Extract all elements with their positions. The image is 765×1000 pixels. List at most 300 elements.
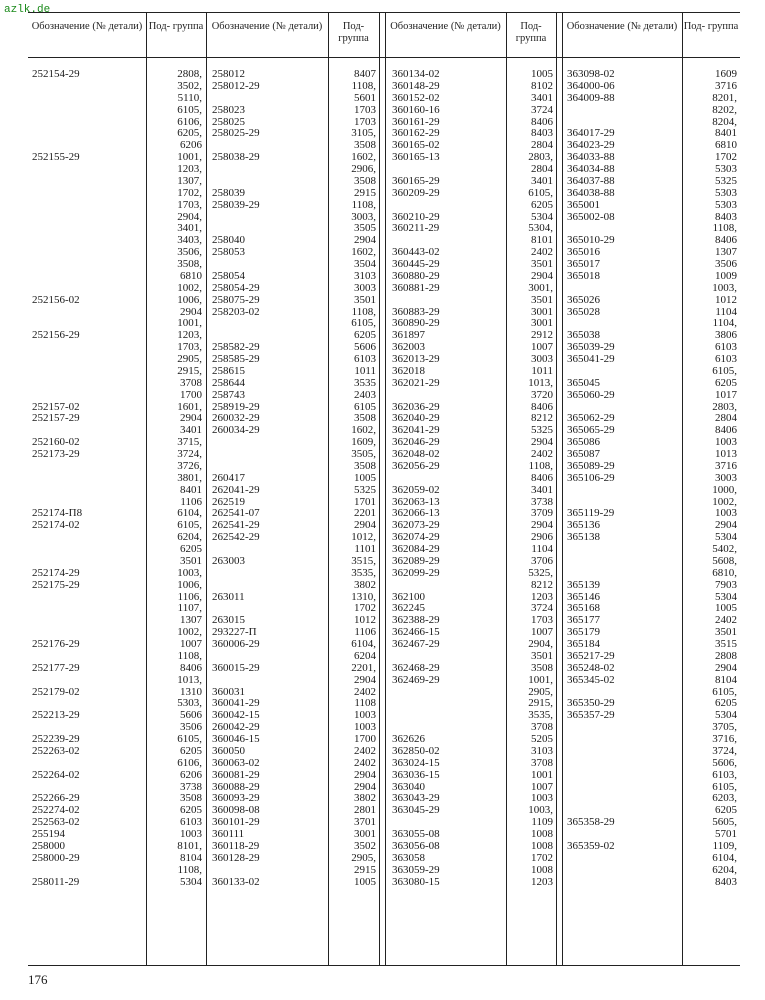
part-number: 365028 bbox=[567, 305, 600, 318]
subgroup-code: 8406 bbox=[531, 400, 553, 413]
part-number: 362021-29 bbox=[392, 376, 440, 389]
subgroup-code: 1703, bbox=[177, 341, 202, 354]
part-number: 362084-29 bbox=[392, 543, 440, 555]
subgroup-code: 8104 bbox=[715, 673, 737, 686]
subgroup-code: 5304 bbox=[715, 531, 737, 544]
column-4-parts bbox=[567, 69, 679, 888]
subgroup-code: 1001, bbox=[177, 151, 202, 164]
subgroup-code: 1108, bbox=[351, 305, 376, 318]
column-2-groups bbox=[328, 69, 376, 888]
part-number: 365010-29 bbox=[567, 234, 615, 247]
subgroup-code: 1602, bbox=[351, 151, 376, 164]
subgroup-code: 5304 bbox=[531, 210, 553, 223]
subgroup-code: 1203 bbox=[531, 590, 553, 603]
part-number: 252173-29 bbox=[32, 448, 80, 460]
part-number: 364034-88 bbox=[567, 163, 615, 175]
subgroup-code: 3716 bbox=[715, 79, 737, 92]
subgroup-code: 6105 bbox=[354, 400, 376, 413]
subgroup-code: 1104 bbox=[715, 305, 737, 318]
subgroup-code: 2906, bbox=[351, 163, 376, 175]
subgroup-code: 1602, bbox=[351, 424, 376, 437]
subgroup-code: 6203, bbox=[712, 792, 737, 805]
subgroup-code: 3709 bbox=[531, 507, 553, 520]
column-1-parts bbox=[32, 69, 142, 900]
subgroup-code: 1307 bbox=[715, 246, 737, 259]
part-number bbox=[212, 164, 324, 176]
subgroup-code: 3501 bbox=[180, 554, 202, 567]
part-number: 252160-02 bbox=[32, 436, 80, 449]
part-number bbox=[392, 200, 504, 212]
subgroup-code: 3003 bbox=[354, 281, 376, 294]
subgroup-code: 3801, bbox=[177, 471, 202, 484]
subgroup-code: 2403 bbox=[354, 388, 376, 401]
part-number: 365119-29 bbox=[567, 507, 615, 520]
subgroup-code: 3502 bbox=[354, 839, 376, 852]
part-number bbox=[567, 782, 679, 794]
subgroup-code: 3724 bbox=[531, 103, 553, 116]
part-number: 365002-08 bbox=[567, 210, 615, 223]
subgroup-code: 1009 bbox=[715, 269, 737, 282]
part-number: 252179-02 bbox=[32, 685, 80, 698]
part-number: 260034-29 bbox=[212, 424, 260, 437]
part-number: 363080-15 bbox=[392, 875, 440, 888]
subgroup-code: 2915, bbox=[528, 697, 553, 710]
subgroup-code: 1003 bbox=[354, 709, 376, 722]
part-number: 252157-02 bbox=[32, 400, 80, 413]
part-number bbox=[567, 746, 679, 758]
part-number bbox=[32, 592, 142, 604]
part-number: 258011-29 bbox=[32, 875, 80, 888]
subgroup-code: 1007 bbox=[531, 780, 553, 793]
subgroup-code: 1012 bbox=[715, 293, 737, 306]
subgroup-code: 6810, bbox=[712, 566, 737, 579]
subgroup-code: 3105, bbox=[351, 127, 376, 140]
subgroup-code: 6105, bbox=[177, 103, 202, 116]
part-number: 364017-29 bbox=[567, 127, 615, 140]
part-number: 365177 bbox=[567, 614, 600, 627]
subgroup-code: 1108, bbox=[528, 459, 553, 472]
part-number: 365039-29 bbox=[567, 341, 615, 354]
subgroup-code: 3706 bbox=[531, 554, 553, 567]
subgroup-code: 5304 bbox=[715, 709, 737, 722]
part-number: 365016 bbox=[567, 246, 600, 259]
subgroup-code: 3506 bbox=[180, 721, 202, 734]
subgroup-code: 5601 bbox=[354, 91, 376, 104]
subgroup-code: 1109, bbox=[712, 839, 737, 852]
subgroup-code: 8202, bbox=[712, 103, 737, 116]
subgroup-code: 1001 bbox=[531, 768, 553, 781]
subgroup-code: 1007 bbox=[531, 341, 553, 354]
part-number: 360165-13 bbox=[392, 151, 440, 164]
part-number: 252176-29 bbox=[32, 638, 80, 650]
subgroup-code: 2804 bbox=[531, 139, 553, 152]
part-number: 362036-29 bbox=[392, 400, 440, 413]
part-number bbox=[32, 93, 142, 105]
subgroup-code: 6104, bbox=[351, 638, 376, 650]
part-number bbox=[212, 580, 324, 592]
parts-table bbox=[28, 12, 740, 966]
subgroup-code: 3716, bbox=[712, 733, 737, 745]
part-number bbox=[32, 366, 142, 378]
subgroup-code: 1307, bbox=[177, 174, 202, 187]
subgroup-code: 1012 bbox=[354, 614, 376, 627]
subgroup-code: 8204, bbox=[712, 115, 737, 128]
part-number bbox=[212, 176, 324, 188]
part-number: 360443-02 bbox=[392, 246, 440, 259]
subgroup-code: 5303 bbox=[715, 186, 737, 199]
subgroup-code: 8403 bbox=[715, 875, 737, 888]
part-number: 262541-07 bbox=[212, 507, 260, 520]
column-3-parts bbox=[392, 69, 504, 888]
subgroup-code: 1012, bbox=[351, 531, 376, 544]
header-designation-2: Обозначение (№ детали) bbox=[211, 21, 323, 32]
part-number: 252156-29 bbox=[32, 329, 80, 342]
part-number: 360148-29 bbox=[392, 79, 440, 92]
part-number: 362018 bbox=[392, 364, 425, 377]
part-number: 360890-29 bbox=[392, 317, 440, 330]
subgroup-code: 5701 bbox=[715, 828, 737, 840]
subgroup-code: 3003 bbox=[531, 353, 553, 365]
part-number: 258644 bbox=[212, 376, 245, 389]
part-number: 364000-06 bbox=[567, 79, 615, 92]
part-number: 258075-29 bbox=[212, 293, 260, 306]
part-number: 252266-29 bbox=[32, 792, 80, 805]
subgroup-code: 1005 bbox=[531, 68, 553, 80]
subgroup-code: 3726, bbox=[177, 459, 202, 472]
part-number: 360445-29 bbox=[392, 258, 440, 270]
part-number bbox=[392, 651, 504, 663]
part-number: 360111 bbox=[212, 828, 245, 840]
subgroup-code: 1702 bbox=[531, 851, 553, 864]
subgroup-code: 2803, bbox=[712, 400, 737, 413]
subgroup-code: 5304 bbox=[715, 590, 737, 603]
subgroup-code: 1106, bbox=[177, 590, 202, 603]
part-number: 362048-02 bbox=[392, 448, 440, 460]
part-number: 258053 bbox=[212, 246, 245, 259]
subgroup-code: 3705, bbox=[712, 721, 737, 734]
subgroup-code: 3401 bbox=[531, 174, 553, 187]
part-number: 360211-29 bbox=[392, 222, 440, 235]
part-number: 252175-29 bbox=[32, 578, 80, 591]
part-number bbox=[32, 532, 142, 544]
part-number bbox=[567, 853, 679, 865]
part-number: 360031 bbox=[212, 685, 245, 698]
subgroup-code: 2904 bbox=[531, 436, 553, 449]
part-number: 258038-29 bbox=[212, 151, 260, 164]
subgroup-code: 6106, bbox=[177, 756, 202, 769]
part-number: 252157-29 bbox=[32, 412, 80, 425]
subgroup-code: 8406 bbox=[531, 471, 553, 484]
subgroup-code: 5325 bbox=[531, 424, 553, 437]
subgroup-code: 6103 bbox=[180, 816, 202, 829]
subgroup-code: 5325 bbox=[715, 174, 737, 187]
part-number: 258025 bbox=[212, 115, 245, 128]
subgroup-code: 2904 bbox=[180, 305, 202, 318]
part-number bbox=[32, 556, 142, 568]
subgroup-code: 6205 bbox=[180, 804, 202, 817]
subgroup-code: 3508, bbox=[177, 258, 202, 270]
part-number: 362013-29 bbox=[392, 353, 440, 365]
part-number: 365089-29 bbox=[567, 459, 615, 472]
subgroup-code: 5606 bbox=[354, 341, 376, 354]
subgroup-code: 3001 bbox=[531, 305, 553, 318]
part-number: 260032-29 bbox=[212, 412, 260, 425]
subgroup-code: 1008 bbox=[531, 828, 553, 840]
column-2-parts bbox=[212, 69, 324, 888]
part-number bbox=[567, 283, 679, 295]
part-number bbox=[392, 390, 504, 402]
part-number bbox=[32, 865, 142, 877]
subgroup-code: 3501 bbox=[715, 626, 737, 639]
subgroup-code: 3103 bbox=[531, 744, 553, 757]
part-number: 363055-08 bbox=[392, 828, 440, 840]
subgroup-code: 8406 bbox=[531, 115, 553, 128]
subgroup-code: 1203 bbox=[531, 875, 553, 888]
subgroup-code: 5304, bbox=[528, 222, 553, 235]
part-number: 365045 bbox=[567, 376, 600, 389]
part-number: 362003 bbox=[392, 341, 425, 354]
part-number: 360050 bbox=[212, 744, 245, 757]
subgroup-code: 1307 bbox=[180, 614, 202, 627]
part-number bbox=[392, 710, 504, 722]
subgroup-code: 3738 bbox=[531, 495, 553, 508]
part-number: 360880-29 bbox=[392, 269, 440, 282]
subgroup-code: 3403, bbox=[177, 234, 202, 247]
part-number: 360161-29 bbox=[392, 115, 440, 128]
column-3-groups bbox=[506, 69, 553, 888]
subgroup-code: 1011 bbox=[531, 364, 553, 377]
subgroup-code: 6206 bbox=[180, 768, 202, 781]
part-number: 360133-02 bbox=[212, 875, 260, 888]
subgroup-code: 6205 bbox=[180, 543, 202, 555]
subgroup-code: 2915 bbox=[354, 186, 376, 199]
part-number: 364023-29 bbox=[567, 139, 615, 152]
part-number: 360162-29 bbox=[392, 127, 440, 140]
subgroup-code: 2402 bbox=[354, 756, 376, 769]
subgroup-code: 1108, bbox=[712, 222, 737, 235]
subgroup-code: 3535 bbox=[354, 376, 376, 389]
part-number bbox=[32, 105, 142, 117]
part-number: 365357-29 bbox=[567, 709, 615, 722]
part-number: 360101-29 bbox=[212, 816, 260, 829]
part-number bbox=[567, 877, 679, 889]
part-number: 258054 bbox=[212, 269, 245, 282]
subgroup-code: 1700 bbox=[354, 733, 376, 745]
subgroup-code: 6205 bbox=[715, 697, 737, 710]
subgroup-code: 3508 bbox=[354, 412, 376, 425]
part-number bbox=[32, 128, 142, 140]
subgroup-code: 1104, bbox=[712, 317, 737, 330]
subgroup-code: 2808, bbox=[177, 68, 202, 80]
part-number: 365168 bbox=[567, 602, 600, 615]
subgroup-code: 3506 bbox=[715, 258, 737, 270]
subgroup-code: 3505 bbox=[354, 222, 376, 235]
part-number: 360134-02 bbox=[392, 68, 440, 80]
part-number: 363036-15 bbox=[392, 768, 440, 781]
subgroup-code: 6204 bbox=[354, 649, 376, 662]
part-number: 362074-29 bbox=[392, 531, 440, 544]
part-number: 360063-02 bbox=[212, 756, 260, 769]
part-number bbox=[32, 675, 142, 687]
part-number: 363059-29 bbox=[392, 863, 440, 876]
subgroup-code: 5606 bbox=[180, 709, 202, 722]
subgroup-code: 1007 bbox=[531, 626, 553, 639]
subgroup-code: 6103 bbox=[715, 341, 737, 354]
part-number: 293227-П bbox=[212, 626, 257, 639]
subgroup-code: 1006, bbox=[177, 293, 202, 306]
part-number: 258012-29 bbox=[212, 79, 260, 92]
subgroup-code: 1013 bbox=[715, 448, 737, 460]
watermark: azlk.de bbox=[4, 4, 51, 16]
subgroup-code: 5303 bbox=[715, 163, 737, 175]
subgroup-code: 2904 bbox=[354, 234, 376, 247]
subgroup-code: 1003 bbox=[354, 721, 376, 734]
subgroup-code: 1609 bbox=[715, 68, 737, 80]
part-number bbox=[32, 651, 142, 663]
part-number: 360118-29 bbox=[212, 839, 260, 852]
subgroup-code: 6205 bbox=[715, 804, 737, 817]
subgroup-code: 1007 bbox=[180, 638, 202, 650]
header-subgroup-1: Под- группа bbox=[148, 21, 204, 32]
part-number: 360046-15 bbox=[212, 733, 260, 745]
part-number: 365026 bbox=[567, 293, 600, 306]
part-number: 258023 bbox=[212, 103, 245, 116]
subgroup-code: 1003, bbox=[712, 281, 737, 294]
subgroup-code: 3501 bbox=[531, 258, 553, 270]
part-number: 258040 bbox=[212, 234, 245, 247]
subgroup-code: 6104, bbox=[177, 507, 202, 520]
part-number: 258203-02 bbox=[212, 305, 260, 318]
column-4-groups bbox=[682, 69, 737, 888]
subgroup-code: 6105, bbox=[712, 364, 737, 377]
part-number: 252174-02 bbox=[32, 519, 80, 532]
part-number: 360883-29 bbox=[392, 305, 440, 318]
part-number bbox=[32, 603, 142, 615]
page-number: 176 bbox=[28, 972, 48, 987]
part-number: 258582-29 bbox=[212, 341, 260, 354]
subgroup-code: 1003, bbox=[177, 566, 202, 579]
part-number: 258743 bbox=[212, 388, 245, 401]
part-number bbox=[212, 449, 324, 461]
subgroup-code: 3001, bbox=[528, 281, 553, 294]
part-number: 365138 bbox=[567, 531, 600, 544]
part-number bbox=[212, 93, 324, 105]
subgroup-code: 3001 bbox=[354, 828, 376, 840]
part-number: 360042-15 bbox=[212, 709, 260, 722]
part-number bbox=[212, 318, 324, 330]
subgroup-code: 1003 bbox=[531, 792, 553, 805]
subgroup-code: 6105, bbox=[177, 519, 202, 532]
header-subgroup-4: Под- группа bbox=[683, 21, 739, 32]
subgroup-code: 3502, bbox=[177, 79, 202, 92]
subgroup-code: 2201, bbox=[351, 661, 376, 674]
part-number: 252274-02 bbox=[32, 804, 80, 817]
subgroup-code: 8401 bbox=[715, 127, 737, 140]
subgroup-code: 6103, bbox=[712, 768, 737, 781]
subgroup-code: 1701 bbox=[354, 495, 376, 508]
subgroup-code: 5402, bbox=[712, 543, 737, 555]
part-number bbox=[392, 698, 504, 710]
subgroup-code: 2915, bbox=[177, 364, 202, 377]
part-number: 365359-02 bbox=[567, 839, 615, 852]
part-number: 252174-П8 bbox=[32, 507, 83, 520]
part-number: 365139 bbox=[567, 578, 600, 591]
subgroup-code: 6205 bbox=[715, 376, 737, 389]
part-number: 365350-29 bbox=[567, 697, 615, 710]
subgroup-code: 1703 bbox=[354, 103, 376, 116]
part-number: 262041-29 bbox=[212, 483, 260, 496]
subgroup-code: 1702 bbox=[715, 151, 737, 164]
part-number: 361897 bbox=[392, 329, 425, 342]
subgroup-code: 3501 bbox=[531, 649, 553, 662]
subgroup-code: 6106, bbox=[177, 115, 202, 128]
subgroup-code: 8102 bbox=[531, 79, 553, 92]
subgroup-code: 1108, bbox=[351, 79, 376, 92]
part-number: 258585-29 bbox=[212, 353, 260, 365]
part-number: 362626 bbox=[392, 733, 425, 745]
part-number: 260417 bbox=[212, 471, 245, 484]
subgroup-code: 3506, bbox=[177, 246, 202, 259]
part-number bbox=[567, 556, 679, 568]
subgroup-code: 5608, bbox=[712, 554, 737, 567]
subgroup-code: 3401, bbox=[177, 222, 202, 235]
subgroup-code: 5303 bbox=[715, 198, 737, 211]
part-number bbox=[32, 235, 142, 247]
subgroup-code: 3708 bbox=[531, 721, 553, 734]
part-number: 360006-29 bbox=[212, 638, 260, 650]
part-number: 364033-88 bbox=[567, 151, 615, 164]
part-number: 365217-29 bbox=[567, 649, 615, 662]
subgroup-code: 3504 bbox=[354, 258, 376, 270]
part-number: 362066-13 bbox=[392, 507, 440, 520]
part-number: 363043-29 bbox=[392, 792, 440, 805]
subgroup-code: 1203, bbox=[177, 163, 202, 175]
part-number: 365041-29 bbox=[567, 353, 615, 365]
part-number: 258039-29 bbox=[212, 198, 260, 211]
subgroup-code: 2803, bbox=[528, 151, 553, 164]
part-number: 365038 bbox=[567, 329, 600, 342]
subgroup-code: 2905, bbox=[528, 685, 553, 698]
subgroup-code: 5110, bbox=[177, 91, 202, 104]
subgroup-code: 1001, bbox=[528, 673, 553, 686]
subgroup-code: 3508 bbox=[531, 661, 553, 674]
part-number: 362469-29 bbox=[392, 673, 440, 686]
part-number bbox=[567, 758, 679, 770]
part-number bbox=[392, 580, 504, 592]
subgroup-code: 2904, bbox=[528, 638, 553, 650]
subgroup-code: 3535, bbox=[351, 566, 376, 579]
subgroup-code: 1013, bbox=[177, 673, 202, 686]
part-number: 262541-29 bbox=[212, 519, 260, 532]
part-number: 362073-29 bbox=[392, 519, 440, 532]
part-number bbox=[32, 888, 142, 900]
subgroup-code: 2801 bbox=[354, 804, 376, 817]
subgroup-code: 1108, bbox=[351, 198, 376, 211]
subgroup-code: 8403 bbox=[531, 127, 553, 140]
subgroup-code: 2905, bbox=[177, 353, 202, 365]
subgroup-code: 2804 bbox=[715, 412, 737, 425]
part-number: 363056-08 bbox=[392, 839, 440, 852]
part-number: 255194 bbox=[32, 828, 65, 840]
subgroup-code: 5605, bbox=[712, 816, 737, 829]
part-number: 252177-29 bbox=[32, 661, 80, 674]
part-number: 252154-29 bbox=[32, 68, 80, 80]
part-number: 263011 bbox=[212, 590, 245, 603]
subgroup-code: 6205 bbox=[354, 329, 376, 342]
subgroup-code: 3401 bbox=[531, 91, 553, 104]
part-number: 363024-15 bbox=[392, 756, 440, 769]
part-number: 365001 bbox=[567, 198, 600, 211]
